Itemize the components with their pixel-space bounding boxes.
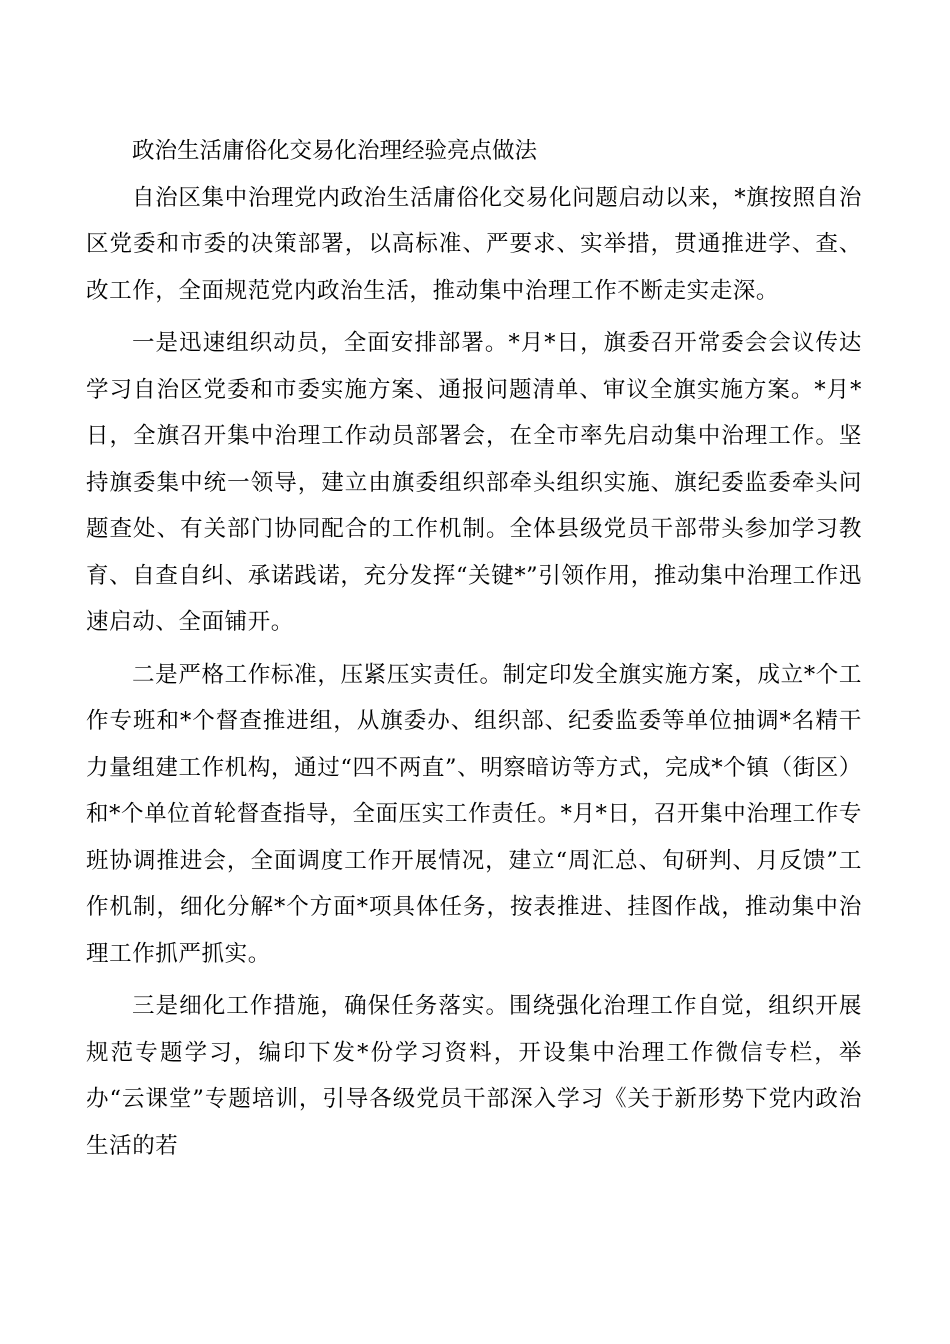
paragraph-intro: 自治区集中治理党内政治生活庸俗化交易化问题启动以来，*旗按照自治区党委和市委的决策部署，以高标准、严要求、实举措，贯通推进学、查、改工作，全面规范党内政治生活，推动集中治理工作不断走实走深。 (86, 184, 862, 304)
paragraph-point-three: 三是细化工作措施，确保任务落实。围绕强化治理工作自觉，组织开展规范专题学习，编印下发*份学习资料，开设集中治理工作微信专栏，举办“云课堂”专题培训，引导各级党员干部深入学习《关于新形势下党内政治生活的若 (86, 993, 862, 1159)
document-body (86, 128, 862, 1175)
document-title: 政治生活庸俗化交易化治理经验亮点做法 (132, 138, 538, 164)
paragraph-point-two: 二是严格工作标准，压紧压实责任。制定印发全旗实施方案，成立*个工作专班和*个督查推进组，从旗委办、组织部、纪委监委等单位抽调*名精干力量组建工作机构，通过“四不两直”、明察暗访等方式，完成*个镇（街区）和*个单位首轮督查指导，全面压实工作责任。*月*日，召开集中治理工作专班协调推进会，全面调度工作开展情况，建立“周汇总、旬研判、月反馈”工作机制，细化分解*个方面*项具体任务，按表推进、挂图作战，推动集中治理工作抓严抓实。 (86, 661, 862, 967)
paragraph-point-one: 一是迅速组织动员，全面安排部署。*月*日，旗委召开常委会会议传达学习自治区党委和市委实施方案、通报问题清单、审议全旗实施方案。*月*日，全旗召开集中治理工作动员部署会，在全市率先启动集中治理工作。坚持旗委集中统一领导，建立由旗委组织部牵头组织实施、旗纪委监委牵头问题查处、有关部门协同配合的工作机制。全体县级党员干部带头参加学习教育、自查自纠、承诺践诺，充分发挥“关键*”引领作用，推动集中治理工作迅速启动、全面铺开。 (86, 330, 862, 635)
